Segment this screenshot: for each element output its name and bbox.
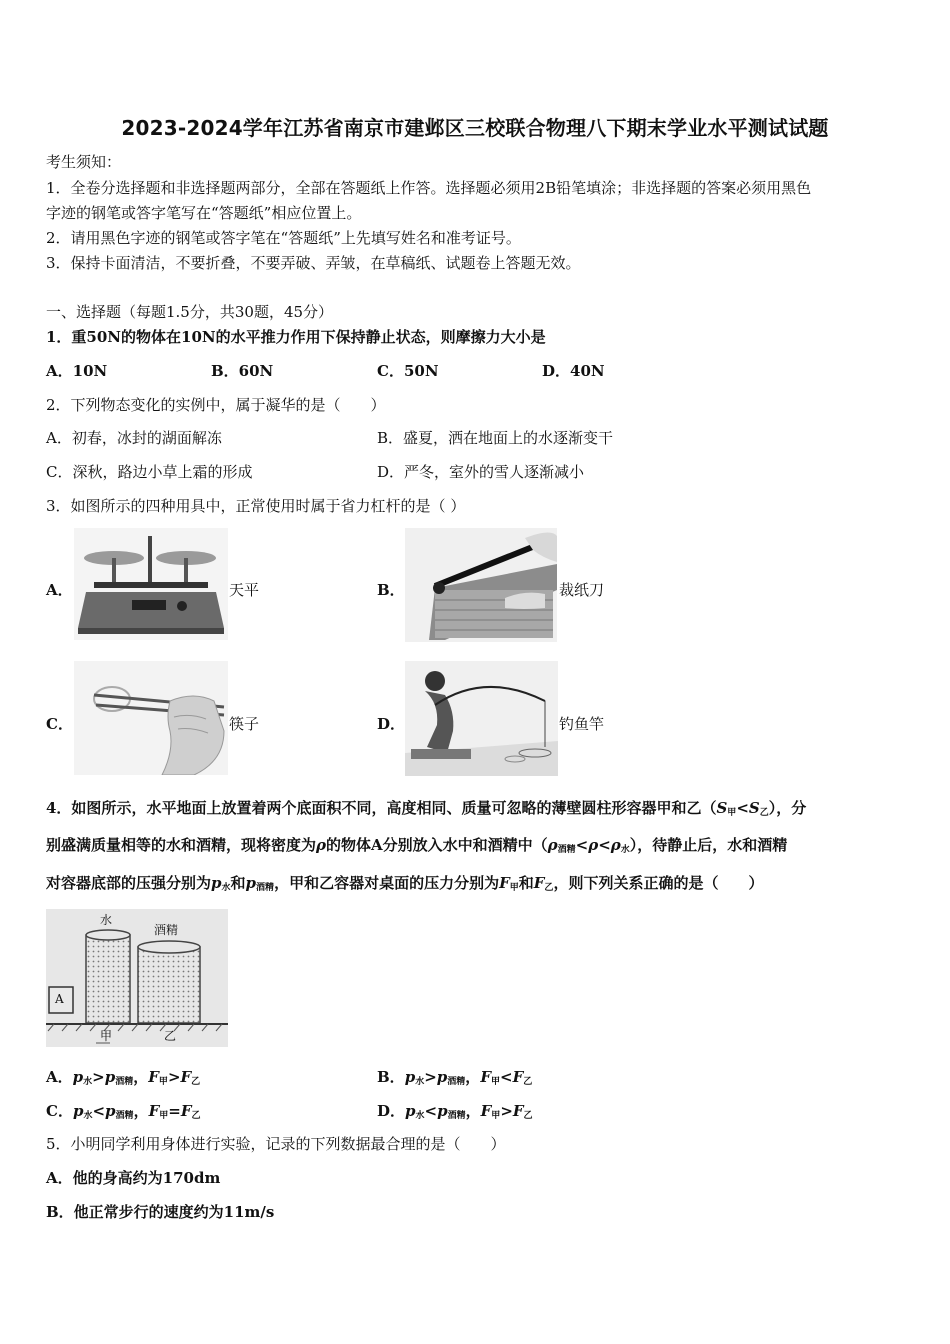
q4-text: 和 bbox=[230, 874, 246, 892]
q4-symbol-f: F bbox=[180, 1068, 192, 1086]
q4-sub: 乙 bbox=[523, 1111, 533, 1121]
q4-sub: 水 bbox=[83, 1077, 93, 1087]
q4-sub: 甲 bbox=[159, 1111, 169, 1121]
q4-comma: ， bbox=[133, 1068, 149, 1086]
q4-sub: 乙 bbox=[759, 808, 769, 818]
q4-symbol-p: p bbox=[404, 1068, 416, 1086]
q2-option-d[interactable]: D．严冬，室外的雪人逐渐减小 bbox=[377, 463, 585, 481]
q4-symbol-rho: ρ bbox=[610, 836, 621, 854]
q4-sub: 水 bbox=[620, 845, 630, 855]
q4-comma: ， bbox=[133, 1102, 149, 1120]
label-alcohol: 酒精 bbox=[154, 923, 179, 937]
q3-option-c-letter[interactable]: C． bbox=[46, 715, 73, 733]
q4-symbol-f: F bbox=[180, 1102, 192, 1120]
q4-text: 和 bbox=[518, 874, 534, 892]
q4-text: 对容器底部的压强分别为 bbox=[46, 874, 212, 892]
chopsticks-image bbox=[74, 661, 228, 775]
q4-relation: < bbox=[598, 836, 611, 854]
option-letter: C． bbox=[46, 1102, 73, 1120]
q4-symbol-f: F bbox=[512, 1102, 524, 1120]
q4-text: ，甲和乙容器对桌面的压力分别为 bbox=[274, 874, 500, 892]
q4-symbol-f: F bbox=[148, 1068, 159, 1086]
paper-cutter-image bbox=[405, 528, 557, 642]
q4-symbol-rho: ρ bbox=[316, 836, 326, 854]
q4-sub: 酒精 bbox=[447, 1111, 466, 1121]
q4-stem-line-1 bbox=[46, 798, 806, 823]
q4-symbol-p: p bbox=[245, 874, 257, 892]
q3-stem: 3．如图所示的四种用具中，正常使用时属于省力杠杆的是（ ） bbox=[46, 497, 466, 515]
label-block-a: A bbox=[55, 992, 64, 1006]
q4-sub: 乙 bbox=[523, 1077, 533, 1087]
q1-stem: 1．重50N的物体在10N的水平推力作用下保持静止状态，则摩擦力大小是 bbox=[46, 328, 546, 346]
q4-option-c[interactable] bbox=[46, 1101, 201, 1126]
q4-option-a[interactable] bbox=[46, 1067, 200, 1092]
q4-relation: > bbox=[424, 1068, 437, 1086]
q4-relation: < bbox=[92, 1102, 106, 1120]
q4-symbol-p: p bbox=[211, 874, 222, 892]
q4-relation: < bbox=[575, 836, 589, 854]
notice-item-3: 3．保持卡面清洁，不要折叠，不要弄破、弄皱，在草稿纸、试题卷上答题无效。 bbox=[46, 254, 581, 272]
q4-text: ，则下列关系正确的是（ ） bbox=[553, 874, 764, 892]
q1-option-b[interactable]: B．60N bbox=[211, 362, 274, 380]
q4-relation: > bbox=[167, 1068, 181, 1086]
q4-sub: 乙 bbox=[544, 883, 554, 893]
containers-figure bbox=[46, 909, 228, 1047]
q4-sub: 水 bbox=[415, 1111, 425, 1121]
q3-caption-d: 钓鱼竿 bbox=[559, 715, 605, 733]
q2-option-c[interactable]: C．深秋，路边小草上霜的形成 bbox=[46, 463, 253, 481]
q2-option-b[interactable]: B．盛夏，洒在地面上的水逐渐变干 bbox=[377, 429, 614, 447]
q4-comma: ， bbox=[465, 1068, 481, 1086]
section-heading: 一、选择题（每题1.5分，共30题，45分） bbox=[46, 303, 334, 321]
q4-sub: 甲 bbox=[158, 1077, 168, 1087]
q4-text: 4．如图所示，水平地面上放置着两个底面积不同，高度相同、质量可忽略的薄壁圆柱形容器甲和乙（ bbox=[46, 799, 717, 817]
q4-symbol-p: p bbox=[405, 1102, 416, 1120]
q5-option-b[interactable]: B．他正常步行的速度约为11m/s bbox=[46, 1203, 275, 1221]
q4-sub: 酒精 bbox=[115, 1077, 134, 1087]
q4-symbol-f: F bbox=[148, 1102, 160, 1120]
label-yi: 乙 bbox=[164, 1029, 177, 1043]
q2-option-a[interactable]: A．初春，冰封的湖面解冻 bbox=[46, 429, 222, 447]
q3-option-d-letter[interactable]: D． bbox=[377, 715, 406, 733]
q4-stem-line-2 bbox=[46, 835, 787, 860]
q5-stem: 5．小明同学利用身体进行实验，记录的下列数据最合理的是（ ） bbox=[46, 1135, 506, 1153]
q4-sub: 酒精 bbox=[557, 845, 576, 855]
q4-symbol-p: p bbox=[72, 1068, 84, 1086]
q2-stem: 2．下列物态变化的实例中，属于凝华的是（ ） bbox=[46, 396, 386, 414]
q4-symbol-p: p bbox=[104, 1068, 116, 1086]
q4-relation: < bbox=[499, 1068, 513, 1086]
q4-sub: 酒精 bbox=[115, 1111, 134, 1121]
q4-sub: 甲 bbox=[727, 808, 737, 818]
q3-caption-c: 筷子 bbox=[229, 715, 260, 733]
q4-text: ），分 bbox=[768, 799, 807, 817]
q3-caption-a: 天平 bbox=[229, 581, 260, 599]
q4-text: ），待静止后，水和酒精 bbox=[629, 836, 788, 854]
q1-option-c[interactable]: C．50N bbox=[377, 362, 439, 380]
q3-caption-b: 裁纸刀 bbox=[559, 581, 605, 599]
q4-sub: 乙 bbox=[191, 1077, 201, 1087]
page-title: 2023-2024学年江苏省南京市建邺区三校联合物理八下期末学业水平测试试题 bbox=[121, 116, 829, 140]
q4-sub: 水 bbox=[83, 1111, 93, 1121]
option-letter: A． bbox=[46, 1068, 73, 1086]
q4-relation: > bbox=[500, 1102, 513, 1120]
q4-symbol-p: p bbox=[72, 1102, 84, 1120]
q4-relation: < bbox=[424, 1102, 438, 1120]
q4-relation: = bbox=[168, 1102, 181, 1120]
q4-option-d[interactable] bbox=[377, 1101, 533, 1126]
option-letter: B． bbox=[377, 1068, 405, 1086]
notice-heading: 考生须知： bbox=[46, 153, 122, 171]
q4-stem-line-3 bbox=[46, 873, 763, 898]
q4-option-b[interactable] bbox=[377, 1067, 532, 1092]
q3-option-a-letter[interactable]: A． bbox=[46, 581, 73, 599]
notice-item-1: 1．全卷分选择题和非选择题两部分，全部在答题纸上作答。选择题必须用2B铅笔填涂；非选择题的答案必须用黑色 bbox=[46, 179, 812, 197]
label-water: 水 bbox=[100, 913, 113, 927]
q3-option-b-letter[interactable]: B． bbox=[377, 581, 405, 599]
q4-symbol-f: F bbox=[480, 1068, 491, 1086]
q4-sub: 水 bbox=[221, 883, 231, 893]
q4-symbol-s: S bbox=[748, 799, 760, 817]
q4-symbol-f: F bbox=[512, 1068, 524, 1086]
q4-text: 的物体A分别放入水中和酒精中（ bbox=[326, 836, 548, 854]
q4-symbol-rho: ρ bbox=[588, 836, 599, 854]
q4-symbol-p: p bbox=[437, 1102, 448, 1120]
q5-option-a[interactable]: A．他的身高约为170dm bbox=[46, 1169, 221, 1187]
q4-symbol-rho: ρ bbox=[547, 836, 558, 854]
q4-symbol-p: p bbox=[105, 1102, 116, 1120]
q1-option-d[interactable]: D．40N bbox=[542, 362, 605, 380]
balance-image bbox=[74, 528, 228, 640]
q4-symbol-f: F bbox=[499, 874, 510, 892]
notice-item-1-cont: 字迹的钢笔或答字笔写在“答题纸”相应位置上。 bbox=[46, 204, 362, 222]
q4-text: 别盛满质量相等的水和酒精，现将密度为 bbox=[46, 836, 317, 854]
q4-sub: 甲 bbox=[509, 883, 519, 893]
option-letter: D． bbox=[377, 1102, 406, 1120]
q4-comma: ， bbox=[465, 1102, 481, 1120]
q4-symbol-f: F bbox=[480, 1102, 492, 1120]
notice-item-2: 2．请用黑色字迹的钢笔或答字笔在“答题纸”上先填写姓名和准考证号。 bbox=[46, 229, 521, 247]
q4-sub: 乙 bbox=[191, 1111, 201, 1121]
fishing-rod-image bbox=[405, 661, 558, 776]
q4-symbol-f: F bbox=[533, 874, 545, 892]
q4-sub: 甲 bbox=[490, 1077, 500, 1087]
q4-sub: 酒精 bbox=[256, 883, 275, 893]
q1-option-a[interactable]: A．10N bbox=[46, 362, 108, 380]
q4-relation: < bbox=[736, 799, 749, 817]
label-jia: 甲 bbox=[100, 1029, 113, 1043]
q4-sub: 酒精 bbox=[447, 1077, 466, 1087]
q4-sub: 甲 bbox=[491, 1111, 501, 1121]
q4-symbol-p: p bbox=[436, 1068, 448, 1086]
q4-sub: 水 bbox=[415, 1077, 425, 1087]
q4-symbol-s: S bbox=[716, 799, 728, 817]
q4-relation: > bbox=[92, 1068, 105, 1086]
